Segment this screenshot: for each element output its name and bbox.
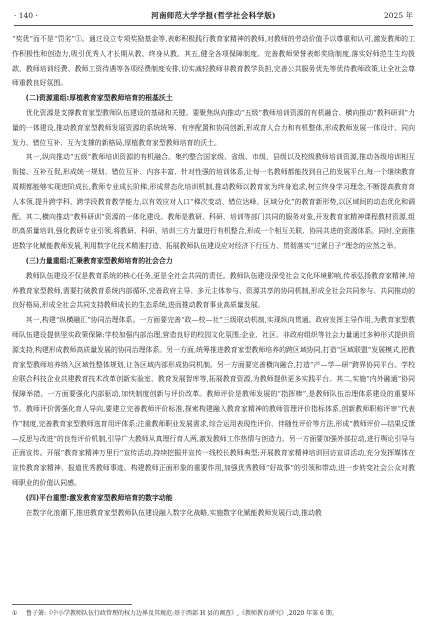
footnote-text: 鲁子箫:《中小学教师队伍行政管理的权力边界及其规范:基于西部 H 县的调查》,《教师教育研究》,2020 年第 6 期。 xyxy=(26,610,338,617)
page-number: · 140 · xyxy=(14,11,38,20)
paragraph: 优化资源是支撑教育家型教师队伍建设的基础和关键。要聚焦纵向推动“五级”教师培训资源的有机融合、横向推动“教科研训”力量的一体建设,推动教育家型教师发展资源的系统统筹、有序配置和协同创新,形成育人合力和有机整体,形成教师发展一体设计、同向发力、错位互补、互为支撑的新格局,厚植教育家型教师培育的沃土。 xyxy=(12,108,415,147)
paragraph: 其一,构建“纵横融汇”协同治理体系。一方面要完善“政—校—社”三级联动机制,实现纵向贯通。政府发挥主导作用,为教育家型教师队伍建设提供坚实政策保障;学校加强内部治理,营造良好的校园文化氛围;企业、社区、非政府组织等社会力量通过多种形式提供资源支持,构建形成教师高质量发展的协同治理体系。另一方面,统筹推进教育家型教师培养的跨区域协同,打造“区域联盟”发展模式,把教育家型教师培养纳入区域性整体规划,让各区域内部形成协同机制。另一方面要完善横向融合,打造“产—学—研”跨界协同平台。学校应联合科技企业共建教育技术改革创新实验室、教育发展智库等,拓展教育资源,为教师提供更多实践平台。其二,实施“内外融通”协同保障举措。一方面要强化内部驱动,加快制度创新与评价改革。教师评价是教师发展的“指挥棒”,是教师队伍治理体系建设的重要环节。教师评价需强化育人导向,要建立完善教师评价标准,探索构建融入教育家精神的教师管理评价指标体系,创新教师职称评审“代表作”制度,完善教育家型教师选育用评体系;注重教师职业发展需求,综合运用表现性评价、伴随性评价等方法,形成“教师评价—结果反馈—反思与改进”的良性评价机制,引导广大教师从真理行育人两,激发教师工作热情与创造力。另一方面要加强外部拉动,进行舆论引导与正面宣传。开展“教育家精神万里行”宣传活动,持续挖掘并宣传一线校长教师典型;开展教育家精神培训回访宣讲活动,充分发挥媒体在宣传教育家精神、报道优秀教师事迹、构建教师正面形象的重要作用,加强优秀教师“好故事”的引领和带动,进一步转变社会公众对教师职业的价值认同感。 xyxy=(12,316,415,487)
paragraph: “奖优”而不是“罚劣”①。通过设立专项奖励基金等,表彰积极践行教育家精神的教师,对教师的劳动价值予以尊重和认可,激发教师的工作积极性和创造力,吸引优秀人才长期从教、终身从教。其五,健全各项保障制度。完善教师荣誉表彰奖励制度,落实好师范生生均拨款、教师培训经费、教师工资待遇等各项经费制度安排,切实减轻教师非教育教学负担,完善公共服务优先等优待教师政策,让全社会尊师重教良好氛围。 xyxy=(12,35,415,88)
running-header xyxy=(14,8,413,26)
section-heading: (二)资源重组:厚植教育家型教师培育的根基沃土 xyxy=(25,94,173,103)
journal-title: 河南师范大学学报(哲学社会科学版) xyxy=(151,11,276,20)
footnote xyxy=(12,609,415,618)
section-heading: (三)力量重组:汇聚教育家型教师培育的社会合力 xyxy=(25,256,173,265)
article-body xyxy=(12,32,415,570)
paragraph: 在数字化浪潮下,推进教育家型教师队伍建设融入数字化战略,实施数字化赋能教师发展行动,推动教 xyxy=(25,508,322,517)
section-heading: (四)平台重塑:激发教育家型教师培育的数字动能 xyxy=(25,493,173,502)
publication-year: 2025 年 xyxy=(384,11,413,20)
footnote-divider xyxy=(12,604,132,605)
footnote-marker: ① xyxy=(12,610,18,617)
paragraph: 其一,纵向推动“五级”教师培训资源的有机融合。集约整合国家级、省级、市级、县级以及校级教师培训资源,推动各级培训相互衔接、互补互促,形成统一规划、错位互补、内容丰富、针对性强的培训体系,让每一名教师都能找到自己的发展平台,每一个继续教育周期都能够实现进阶成长,教师专业成长阶梯,形成常态化培训机制,推动教师以教育家为终身追求,树立终身学习理念,不断提高教育育人本领,提升跨学科、跨学段教育教学能力,以有效应对人口“梯次变动、错位达峰、区域分化”的教育新形势,以区域间的动态优化和调配。其二,横向推动“教科研训”资源的一体化建设。教师是教研、科研、培训等部门共同的服务对象,开发教育家精神课程教材资源,组织高质量培训,强化教研专业引领,将教研、科研、培训三方力量进行有机整合,形成一个相互关联、协同共进的资源体系。同时,全面推进数字化赋能教师发展,利用数字化技术精准打造、拓展教师队伍建设应对经济下行压力、贯彻落实“过紧日子”理念的应然之举。 xyxy=(12,153,415,251)
paragraph: 教师队伍建设不仅是教育系统的核心任务,更是全社会共同的责任。教师队伍建设深受社会文化环境影响,传承弘扬教育家精神,培养教育家型教师,需要打破教育系统内部循环,完善政府主导、多元主体参与、资源共享的协同机制,形成全社会共同参与、共同推动的良好格局,形成全社会共同支持教师成长的生态系统,进而推动教育事业高质量发展。 xyxy=(12,271,415,310)
